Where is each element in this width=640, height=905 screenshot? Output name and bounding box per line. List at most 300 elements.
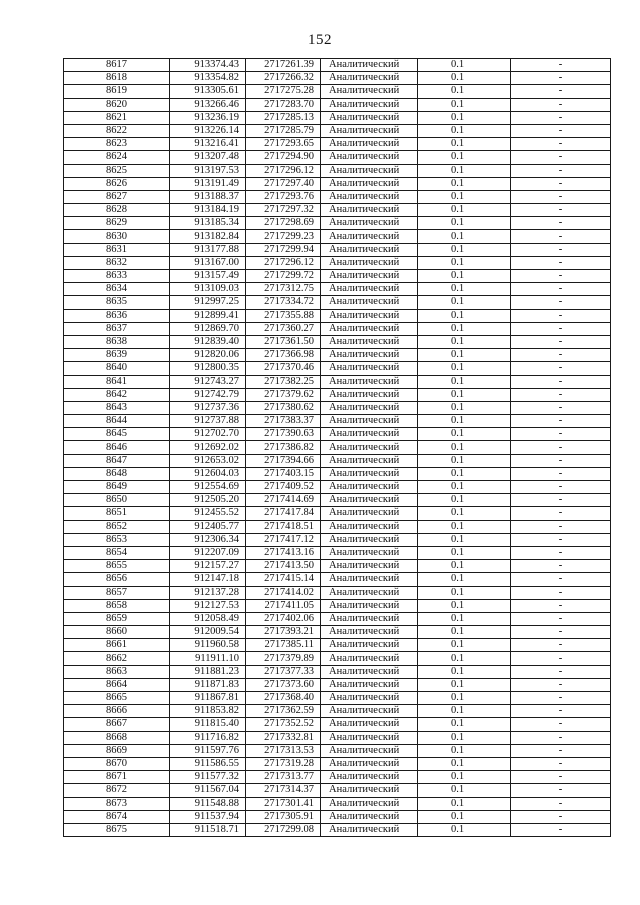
method-cell: Аналитический bbox=[321, 428, 418, 441]
table-row bbox=[64, 652, 611, 665]
description-cell: - bbox=[511, 335, 611, 348]
method-cell: Аналитический bbox=[321, 705, 418, 718]
y-coordinate-cell: 2717379.89 bbox=[246, 652, 321, 665]
table-body bbox=[64, 59, 611, 837]
method-cell: Аналитический bbox=[321, 72, 418, 85]
y-coordinate-cell: 2717296.12 bbox=[246, 164, 321, 177]
table-row bbox=[64, 362, 611, 375]
x-coordinate-cell: 911911.10 bbox=[170, 652, 246, 665]
accuracy-cell: 0.1 bbox=[418, 731, 511, 744]
point-number-cell: 8642 bbox=[64, 388, 170, 401]
table-row bbox=[64, 164, 611, 177]
method-cell: Аналитический bbox=[321, 296, 418, 309]
method-cell: Аналитический bbox=[321, 797, 418, 810]
table-row bbox=[64, 467, 611, 480]
method-cell: Аналитический bbox=[321, 85, 418, 98]
description-cell: - bbox=[511, 85, 611, 98]
accuracy-cell: 0.1 bbox=[418, 784, 511, 797]
accuracy-cell: 0.1 bbox=[418, 309, 511, 322]
x-coordinate-cell: 912306.34 bbox=[170, 533, 246, 546]
accuracy-cell: 0.1 bbox=[418, 652, 511, 665]
method-cell: Аналитический bbox=[321, 560, 418, 573]
y-coordinate-cell: 2717294.90 bbox=[246, 151, 321, 164]
accuracy-cell: 0.1 bbox=[418, 204, 511, 217]
method-cell: Аналитический bbox=[321, 692, 418, 705]
method-cell: Аналитический bbox=[321, 744, 418, 757]
accuracy-cell: 0.1 bbox=[418, 586, 511, 599]
accuracy-cell: 0.1 bbox=[418, 692, 511, 705]
table-row bbox=[64, 138, 611, 151]
accuracy-cell: 0.1 bbox=[418, 322, 511, 335]
table-row bbox=[64, 349, 611, 362]
point-number-cell: 8661 bbox=[64, 639, 170, 652]
table-row bbox=[64, 705, 611, 718]
point-number-cell: 8620 bbox=[64, 98, 170, 111]
table-row bbox=[64, 546, 611, 559]
method-cell: Аналитический bbox=[321, 283, 418, 296]
x-coordinate-cell: 912899.41 bbox=[170, 309, 246, 322]
description-cell: - bbox=[511, 243, 611, 256]
x-coordinate-cell: 912207.09 bbox=[170, 546, 246, 559]
point-number-cell: 8628 bbox=[64, 204, 170, 217]
x-coordinate-cell: 911537.94 bbox=[170, 810, 246, 823]
method-cell: Аналитический bbox=[321, 230, 418, 243]
table-row bbox=[64, 111, 611, 124]
method-cell: Аналитический bbox=[321, 467, 418, 480]
accuracy-cell: 0.1 bbox=[418, 744, 511, 757]
table-row bbox=[64, 204, 611, 217]
table-row bbox=[64, 639, 611, 652]
x-coordinate-cell: 913216.41 bbox=[170, 138, 246, 151]
description-cell: - bbox=[511, 138, 611, 151]
table-row bbox=[64, 85, 611, 98]
method-cell: Аналитический bbox=[321, 454, 418, 467]
description-cell: - bbox=[511, 388, 611, 401]
y-coordinate-cell: 2717403.15 bbox=[246, 467, 321, 480]
description-cell: - bbox=[511, 283, 611, 296]
y-coordinate-cell: 2717409.52 bbox=[246, 481, 321, 494]
description-cell: - bbox=[511, 124, 611, 137]
point-number-cell: 8641 bbox=[64, 375, 170, 388]
x-coordinate-cell: 911853.82 bbox=[170, 705, 246, 718]
table-row bbox=[64, 441, 611, 454]
accuracy-cell: 0.1 bbox=[418, 520, 511, 533]
table-row bbox=[64, 217, 611, 230]
y-coordinate-cell: 2717275.28 bbox=[246, 85, 321, 98]
x-coordinate-cell: 912737.88 bbox=[170, 415, 246, 428]
description-cell: - bbox=[511, 111, 611, 124]
description-cell: - bbox=[511, 494, 611, 507]
point-number-cell: 8675 bbox=[64, 823, 170, 836]
x-coordinate-cell: 912137.28 bbox=[170, 586, 246, 599]
description-cell: - bbox=[511, 652, 611, 665]
accuracy-cell: 0.1 bbox=[418, 771, 511, 784]
accuracy-cell: 0.1 bbox=[418, 810, 511, 823]
y-coordinate-cell: 2717360.27 bbox=[246, 322, 321, 335]
x-coordinate-cell: 912869.70 bbox=[170, 322, 246, 335]
point-number-cell: 8621 bbox=[64, 111, 170, 124]
method-cell: Аналитический bbox=[321, 599, 418, 612]
description-cell: - bbox=[511, 639, 611, 652]
y-coordinate-cell: 2717380.62 bbox=[246, 401, 321, 414]
x-coordinate-cell: 911577.32 bbox=[170, 771, 246, 784]
y-coordinate-cell: 2717299.23 bbox=[246, 230, 321, 243]
accuracy-cell: 0.1 bbox=[418, 124, 511, 137]
x-coordinate-cell: 911567.04 bbox=[170, 784, 246, 797]
description-cell: - bbox=[511, 217, 611, 230]
x-coordinate-cell: 911548.88 bbox=[170, 797, 246, 810]
description-cell: - bbox=[511, 441, 611, 454]
method-cell: Аналитический bbox=[321, 771, 418, 784]
table-row bbox=[64, 626, 611, 639]
description-cell: - bbox=[511, 546, 611, 559]
x-coordinate-cell: 911518.71 bbox=[170, 823, 246, 836]
point-number-cell: 8634 bbox=[64, 283, 170, 296]
point-number-cell: 8653 bbox=[64, 533, 170, 546]
description-cell: - bbox=[511, 204, 611, 217]
table-row bbox=[64, 428, 611, 441]
y-coordinate-cell: 2717332.81 bbox=[246, 731, 321, 744]
method-cell: Аналитический bbox=[321, 388, 418, 401]
table-row bbox=[64, 72, 611, 85]
method-cell: Аналитический bbox=[321, 731, 418, 744]
description-cell: - bbox=[511, 415, 611, 428]
y-coordinate-cell: 2717285.13 bbox=[246, 111, 321, 124]
accuracy-cell: 0.1 bbox=[418, 151, 511, 164]
accuracy-cell: 0.1 bbox=[418, 230, 511, 243]
description-cell: - bbox=[511, 507, 611, 520]
description-cell: - bbox=[511, 784, 611, 797]
y-coordinate-cell: 2717293.76 bbox=[246, 190, 321, 203]
description-cell: - bbox=[511, 467, 611, 480]
point-number-cell: 8649 bbox=[64, 481, 170, 494]
point-number-cell: 8662 bbox=[64, 652, 170, 665]
description-cell: - bbox=[511, 349, 611, 362]
point-number-cell: 8665 bbox=[64, 692, 170, 705]
table-row bbox=[64, 533, 611, 546]
description-cell: - bbox=[511, 230, 611, 243]
table-row bbox=[64, 678, 611, 691]
method-cell: Аналитический bbox=[321, 626, 418, 639]
accuracy-cell: 0.1 bbox=[418, 428, 511, 441]
y-coordinate-cell: 2717297.40 bbox=[246, 177, 321, 190]
point-number-cell: 8670 bbox=[64, 757, 170, 770]
table-row bbox=[64, 771, 611, 784]
point-number-cell: 8663 bbox=[64, 665, 170, 678]
description-cell: - bbox=[511, 560, 611, 573]
point-number-cell: 8652 bbox=[64, 520, 170, 533]
y-coordinate-cell: 2717379.62 bbox=[246, 388, 321, 401]
point-number-cell: 8672 bbox=[64, 784, 170, 797]
point-number-cell: 8667 bbox=[64, 718, 170, 731]
accuracy-cell: 0.1 bbox=[418, 59, 511, 72]
description-cell: - bbox=[511, 612, 611, 625]
accuracy-cell: 0.1 bbox=[418, 85, 511, 98]
method-cell: Аналитический bbox=[321, 757, 418, 770]
method-cell: Аналитический bbox=[321, 415, 418, 428]
description-cell: - bbox=[511, 665, 611, 678]
accuracy-cell: 0.1 bbox=[418, 573, 511, 586]
y-coordinate-cell: 2717312.75 bbox=[246, 283, 321, 296]
point-number-cell: 8622 bbox=[64, 124, 170, 137]
point-number-cell: 8654 bbox=[64, 546, 170, 559]
table-row bbox=[64, 481, 611, 494]
point-number-cell: 8631 bbox=[64, 243, 170, 256]
description-cell: - bbox=[511, 362, 611, 375]
method-cell: Аналитический bbox=[321, 586, 418, 599]
x-coordinate-cell: 911586.55 bbox=[170, 757, 246, 770]
y-coordinate-cell: 2717261.39 bbox=[246, 59, 321, 72]
table-row bbox=[64, 177, 611, 190]
y-coordinate-cell: 2717385.11 bbox=[246, 639, 321, 652]
table-row bbox=[64, 415, 611, 428]
y-coordinate-cell: 2717373.60 bbox=[246, 678, 321, 691]
point-number-cell: 8655 bbox=[64, 560, 170, 573]
accuracy-cell: 0.1 bbox=[418, 546, 511, 559]
table-row bbox=[64, 692, 611, 705]
y-coordinate-cell: 2717334.72 bbox=[246, 296, 321, 309]
accuracy-cell: 0.1 bbox=[418, 705, 511, 718]
method-cell: Аналитический bbox=[321, 151, 418, 164]
description-cell: - bbox=[511, 586, 611, 599]
table-row bbox=[64, 454, 611, 467]
y-coordinate-cell: 2717355.88 bbox=[246, 309, 321, 322]
method-cell: Аналитический bbox=[321, 204, 418, 217]
accuracy-cell: 0.1 bbox=[418, 362, 511, 375]
table-row bbox=[64, 256, 611, 269]
method-cell: Аналитический bbox=[321, 270, 418, 283]
table-row bbox=[64, 784, 611, 797]
point-number-cell: 8632 bbox=[64, 256, 170, 269]
description-cell: - bbox=[511, 322, 611, 335]
y-coordinate-cell: 2717266.32 bbox=[246, 72, 321, 85]
table-row bbox=[64, 283, 611, 296]
table-row bbox=[64, 744, 611, 757]
point-number-cell: 8639 bbox=[64, 349, 170, 362]
point-number-cell: 8617 bbox=[64, 59, 170, 72]
method-cell: Аналитический bbox=[321, 111, 418, 124]
method-cell: Аналитический bbox=[321, 322, 418, 335]
accuracy-cell: 0.1 bbox=[418, 375, 511, 388]
description-cell: - bbox=[511, 692, 611, 705]
accuracy-cell: 0.1 bbox=[418, 665, 511, 678]
x-coordinate-cell: 912997.25 bbox=[170, 296, 246, 309]
y-coordinate-cell: 2717413.50 bbox=[246, 560, 321, 573]
x-coordinate-cell: 913354.82 bbox=[170, 72, 246, 85]
point-number-cell: 8619 bbox=[64, 85, 170, 98]
y-coordinate-cell: 2717394.66 bbox=[246, 454, 321, 467]
page-number: 152 bbox=[308, 32, 332, 48]
table-row bbox=[64, 401, 611, 414]
y-coordinate-cell: 2717297.32 bbox=[246, 204, 321, 217]
x-coordinate-cell: 911597.76 bbox=[170, 744, 246, 757]
point-number-cell: 8669 bbox=[64, 744, 170, 757]
accuracy-cell: 0.1 bbox=[418, 415, 511, 428]
method-cell: Аналитический bbox=[321, 124, 418, 137]
table-row bbox=[64, 573, 611, 586]
point-number-cell: 8656 bbox=[64, 573, 170, 586]
accuracy-cell: 0.1 bbox=[418, 296, 511, 309]
y-coordinate-cell: 2717296.12 bbox=[246, 256, 321, 269]
table-row bbox=[64, 59, 611, 72]
x-coordinate-cell: 913374.43 bbox=[170, 59, 246, 72]
point-number-cell: 8645 bbox=[64, 428, 170, 441]
table-row bbox=[64, 810, 611, 823]
x-coordinate-cell: 913157.49 bbox=[170, 270, 246, 283]
x-coordinate-cell: 913266.46 bbox=[170, 98, 246, 111]
x-coordinate-cell: 912455.52 bbox=[170, 507, 246, 520]
y-coordinate-cell: 2717414.02 bbox=[246, 586, 321, 599]
accuracy-cell: 0.1 bbox=[418, 335, 511, 348]
description-cell: - bbox=[511, 810, 611, 823]
x-coordinate-cell: 912554.69 bbox=[170, 481, 246, 494]
description-cell: - bbox=[511, 678, 611, 691]
table-row bbox=[64, 520, 611, 533]
description-cell: - bbox=[511, 309, 611, 322]
method-cell: Аналитический bbox=[321, 217, 418, 230]
y-coordinate-cell: 2717314.37 bbox=[246, 784, 321, 797]
x-coordinate-cell: 912604.03 bbox=[170, 467, 246, 480]
description-cell: - bbox=[511, 771, 611, 784]
point-number-cell: 8673 bbox=[64, 797, 170, 810]
y-coordinate-cell: 2717301.41 bbox=[246, 797, 321, 810]
table-row bbox=[64, 375, 611, 388]
method-cell: Аналитический bbox=[321, 784, 418, 797]
accuracy-cell: 0.1 bbox=[418, 612, 511, 625]
x-coordinate-cell: 912743.27 bbox=[170, 375, 246, 388]
description-cell: - bbox=[511, 797, 611, 810]
method-cell: Аналитический bbox=[321, 652, 418, 665]
table-row bbox=[64, 718, 611, 731]
description-cell: - bbox=[511, 454, 611, 467]
description-cell: - bbox=[511, 757, 611, 770]
point-number-cell: 8636 bbox=[64, 309, 170, 322]
description-cell: - bbox=[511, 744, 611, 757]
y-coordinate-cell: 2717415.14 bbox=[246, 573, 321, 586]
description-cell: - bbox=[511, 72, 611, 85]
x-coordinate-cell: 913188.37 bbox=[170, 190, 246, 203]
x-coordinate-cell: 911815.40 bbox=[170, 718, 246, 731]
x-coordinate-cell: 913226.14 bbox=[170, 124, 246, 137]
method-cell: Аналитический bbox=[321, 164, 418, 177]
table-row bbox=[64, 731, 611, 744]
x-coordinate-cell: 911867.81 bbox=[170, 692, 246, 705]
y-coordinate-cell: 2717305.91 bbox=[246, 810, 321, 823]
x-coordinate-cell: 913207.48 bbox=[170, 151, 246, 164]
method-cell: Аналитический bbox=[321, 375, 418, 388]
point-number-cell: 8650 bbox=[64, 494, 170, 507]
accuracy-cell: 0.1 bbox=[418, 401, 511, 414]
y-coordinate-cell: 2717366.98 bbox=[246, 349, 321, 362]
y-coordinate-cell: 2717393.21 bbox=[246, 626, 321, 639]
y-coordinate-cell: 2717293.65 bbox=[246, 138, 321, 151]
accuracy-cell: 0.1 bbox=[418, 639, 511, 652]
accuracy-cell: 0.1 bbox=[418, 164, 511, 177]
table-row bbox=[64, 243, 611, 256]
x-coordinate-cell: 913167.00 bbox=[170, 256, 246, 269]
point-number-cell: 8623 bbox=[64, 138, 170, 151]
table-row bbox=[64, 797, 611, 810]
x-coordinate-cell: 912692.02 bbox=[170, 441, 246, 454]
x-coordinate-cell: 913184.19 bbox=[170, 204, 246, 217]
description-cell: - bbox=[511, 401, 611, 414]
point-number-cell: 8637 bbox=[64, 322, 170, 335]
accuracy-cell: 0.1 bbox=[418, 560, 511, 573]
accuracy-cell: 0.1 bbox=[418, 217, 511, 230]
description-cell: - bbox=[511, 705, 611, 718]
point-number-cell: 8640 bbox=[64, 362, 170, 375]
accuracy-cell: 0.1 bbox=[418, 507, 511, 520]
accuracy-cell: 0.1 bbox=[418, 454, 511, 467]
x-coordinate-cell: 912737.36 bbox=[170, 401, 246, 414]
point-number-cell: 8635 bbox=[64, 296, 170, 309]
table-row bbox=[64, 494, 611, 507]
description-cell: - bbox=[511, 190, 611, 203]
method-cell: Аналитический bbox=[321, 349, 418, 362]
x-coordinate-cell: 911960.58 bbox=[170, 639, 246, 652]
x-coordinate-cell: 913109.03 bbox=[170, 283, 246, 296]
point-number-cell: 8627 bbox=[64, 190, 170, 203]
point-number-cell: 8643 bbox=[64, 401, 170, 414]
table-row bbox=[64, 560, 611, 573]
y-coordinate-cell: 2717370.46 bbox=[246, 362, 321, 375]
description-cell: - bbox=[511, 270, 611, 283]
y-coordinate-cell: 2717411.05 bbox=[246, 599, 321, 612]
y-coordinate-cell: 2717352.52 bbox=[246, 718, 321, 731]
x-coordinate-cell: 913177.88 bbox=[170, 243, 246, 256]
point-number-cell: 8633 bbox=[64, 270, 170, 283]
y-coordinate-cell: 2717383.37 bbox=[246, 415, 321, 428]
y-coordinate-cell: 2717386.82 bbox=[246, 441, 321, 454]
y-coordinate-cell: 2717390.63 bbox=[246, 428, 321, 441]
accuracy-cell: 0.1 bbox=[418, 98, 511, 111]
accuracy-cell: 0.1 bbox=[418, 481, 511, 494]
x-coordinate-cell: 913236.19 bbox=[170, 111, 246, 124]
point-number-cell: 8624 bbox=[64, 151, 170, 164]
accuracy-cell: 0.1 bbox=[418, 599, 511, 612]
y-coordinate-cell: 2717283.70 bbox=[246, 98, 321, 111]
accuracy-cell: 0.1 bbox=[418, 626, 511, 639]
point-number-cell: 8659 bbox=[64, 612, 170, 625]
description-cell: - bbox=[511, 626, 611, 639]
table-row bbox=[64, 612, 611, 625]
x-coordinate-cell: 912742.79 bbox=[170, 388, 246, 401]
point-number-cell: 8664 bbox=[64, 678, 170, 691]
method-cell: Аналитический bbox=[321, 481, 418, 494]
point-number-cell: 8668 bbox=[64, 731, 170, 744]
table-row bbox=[64, 151, 611, 164]
x-coordinate-cell: 911871.83 bbox=[170, 678, 246, 691]
y-coordinate-cell: 2717414.69 bbox=[246, 494, 321, 507]
description-cell: - bbox=[511, 98, 611, 111]
description-cell: - bbox=[511, 599, 611, 612]
method-cell: Аналитический bbox=[321, 823, 418, 836]
x-coordinate-cell: 912702.70 bbox=[170, 428, 246, 441]
point-number-cell: 8618 bbox=[64, 72, 170, 85]
point-number-cell: 8647 bbox=[64, 454, 170, 467]
point-number-cell: 8657 bbox=[64, 586, 170, 599]
method-cell: Аналитический bbox=[321, 138, 418, 151]
description-cell: - bbox=[511, 718, 611, 731]
accuracy-cell: 0.1 bbox=[418, 190, 511, 203]
table-row bbox=[64, 98, 611, 111]
y-coordinate-cell: 2717299.72 bbox=[246, 270, 321, 283]
description-cell: - bbox=[511, 823, 611, 836]
coordinates-table bbox=[63, 58, 611, 837]
table-row bbox=[64, 322, 611, 335]
description-cell: - bbox=[511, 533, 611, 546]
accuracy-cell: 0.1 bbox=[418, 797, 511, 810]
